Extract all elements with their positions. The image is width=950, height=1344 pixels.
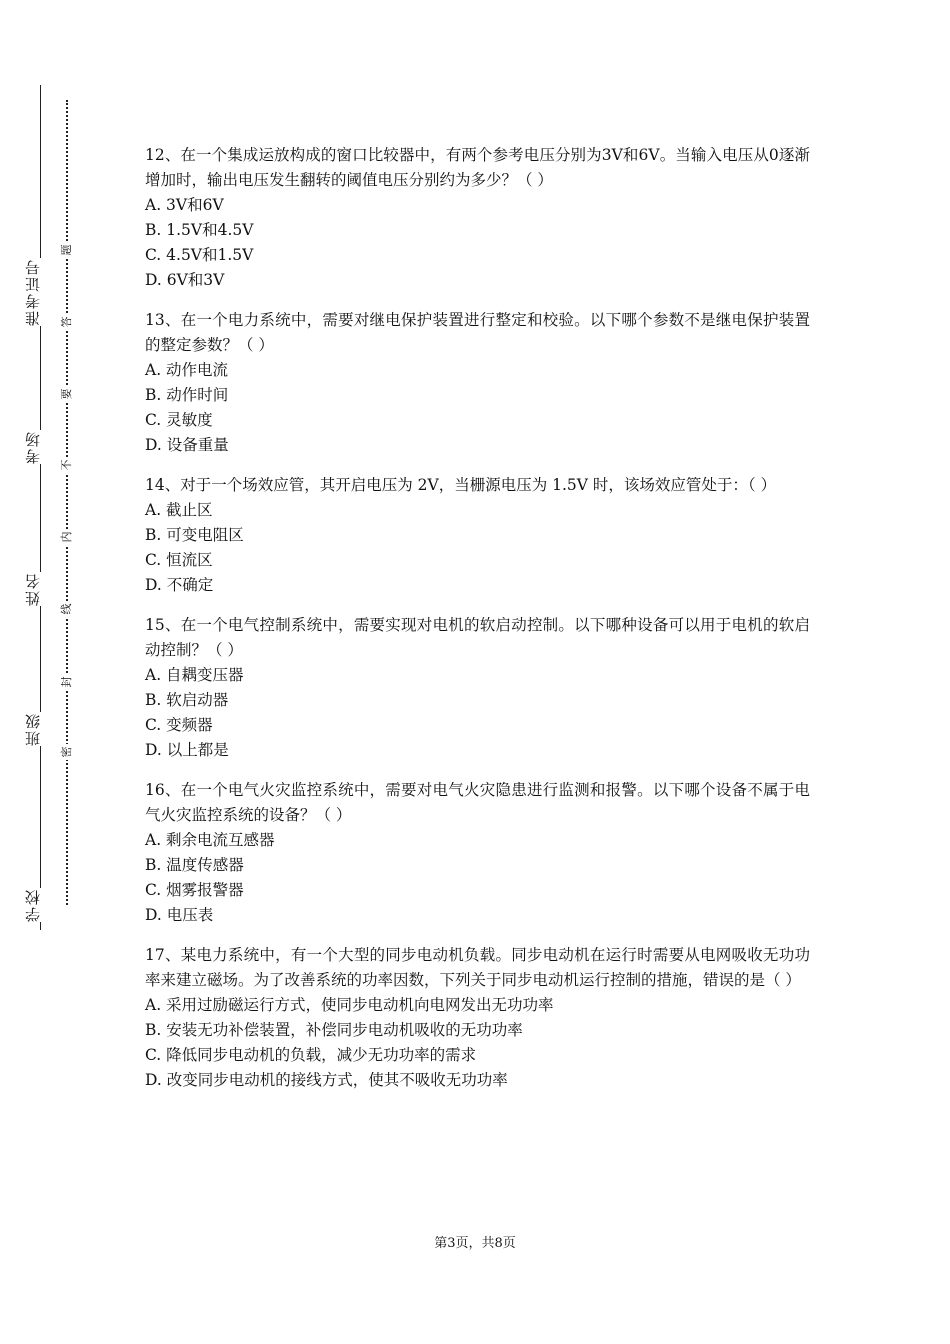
binding-line [40,85,41,930]
option-d: D. 改变同步电动机的接线方式，使其不吸收无功功率 [145,1071,508,1089]
question-13 [145,308,810,458]
option-a: A. 采用过励磁运行方式，使同步电动机向电网发出无功功率 [145,996,554,1014]
question-stem: 16、在一个电气火灾监控系统中，需要对电气火灾隐患进行监测和报警。以下哪个设备不属于电气火灾监控系统的设备？（ ） [145,781,810,824]
option-b: B. 安装无功补偿装置，补偿同步电动机吸收的无功功率 [145,1021,523,1039]
seal-char: 线 [60,601,74,617]
question-17 [145,943,810,1093]
seal-char: 题 [60,242,74,258]
option-a: A. 动作电流 [145,361,229,379]
option-c: C. 灵敏度 [145,411,213,429]
question-stem: 12、在一个集成运放构成的窗口比较器中，有两个参考电压分别为3V和6V。当输入电压从0逐渐增加时，输出电压发生翻转的阈值电压分别约为多少？（ ） [145,146,810,189]
option-b: B. 温度传感器 [145,856,244,874]
option-b: B. 软启动器 [145,691,229,709]
option-d: D. 不确定 [145,576,214,594]
question-stem: 17、某电力系统中，有一个大型的同步电动机负载。同步电动机在运行时需要从电网吸收无功功率来建立磁场。为了改善系统的功率因数，下列关于同步电动机运行控制的措施，错误的是（ ） [145,946,810,989]
page-number: 第3页，共8页 [434,1236,516,1251]
binding-margin [0,0,110,1344]
option-c: C. 恒流区 [145,551,213,569]
field-label-school: 学校 [22,888,46,922]
question-15 [145,613,810,763]
question-12 [145,143,810,293]
field-label-class: 班级 [22,712,46,746]
option-b: B. 可变电阻区 [145,526,244,544]
field-label-room: 考场 [22,430,46,464]
seal-char: 密 [60,744,74,760]
option-a: A. 自耦变压器 [145,666,244,684]
option-c: C. 变频器 [145,716,213,734]
question-stem: 15、在一个电气控制系统中，需要实现对电机的软启动控制。以下哪种设备可以用于电机的软启动控制？（ ） [145,616,810,659]
option-b: B. 动作时间 [145,386,229,404]
option-c: C. 降低同步电动机的负载，减少无功功率的需求 [145,1046,477,1064]
question-stem: 13、在一个电力系统中，需要对继电保护装置进行整定和校验。以下哪个参数不是继电保护装置的整定参数？（ ） [145,311,810,354]
option-d: D. 设备重量 [145,436,229,454]
seal-dotted-line [66,100,68,905]
option-a: A. 截止区 [145,501,213,519]
seal-char: 答 [60,314,74,330]
option-a: A. 剩余电流互感器 [145,831,275,849]
seal-char: 内 [60,529,74,545]
option-c: C. 烟雾报警器 [145,881,244,899]
option-d: D. 电压表 [145,906,214,924]
question-16 [145,778,810,928]
question-stem: 14、对于一个场效应管，其开启电压为 2V，当栅源电压为 1.5V 时，该场效应管处于：（ ） [145,476,777,494]
field-label-exam-id: 准考证号 [22,258,46,326]
option-b: B. 1.5V和4.5V [145,221,254,239]
seal-char: 要 [60,386,74,402]
question-list [145,143,810,1108]
option-d: D. 以上都是 [145,741,229,759]
option-c: C. 4.5V和1.5V [145,246,254,264]
option-d: D. 6V和3V [145,271,225,289]
seal-char: 封 [60,674,74,690]
question-14 [145,473,810,598]
option-a: A. 3V和6V [145,196,224,214]
field-label-name: 姓名 [22,572,46,606]
seal-char: 不 [60,457,74,473]
